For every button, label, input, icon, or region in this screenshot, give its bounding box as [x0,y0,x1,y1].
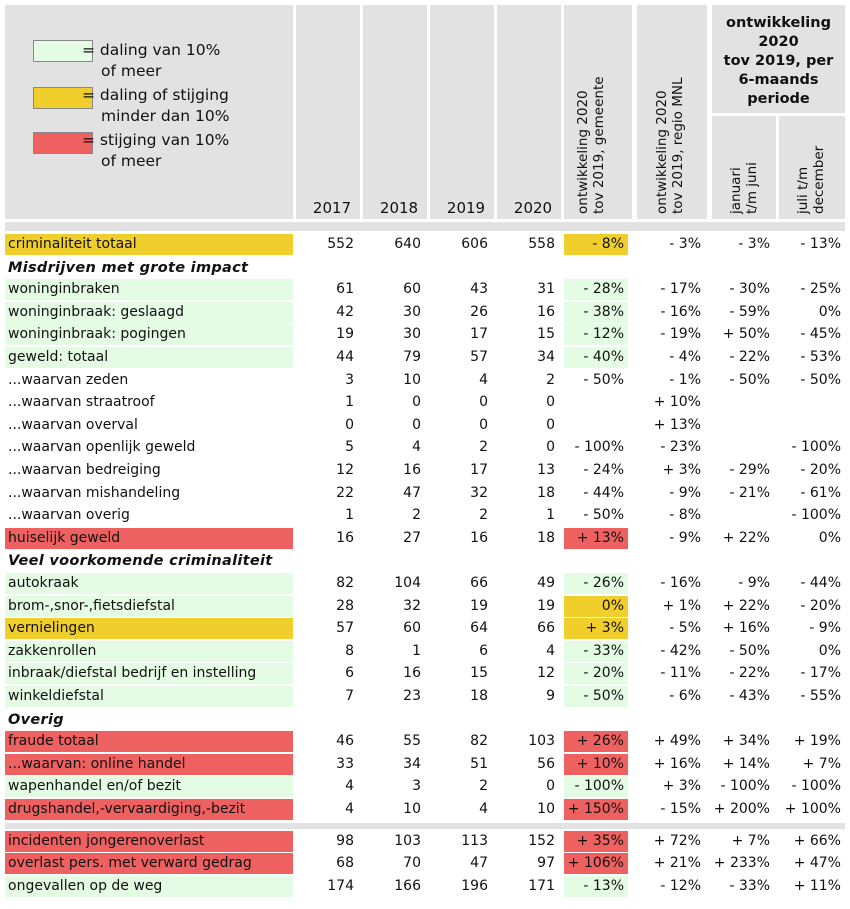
change-regio: + 10% [653,394,701,411]
table-row [0,853,850,876]
value-2017: 33 [336,755,354,772]
table-row [0,528,850,551]
header-2017-bg [296,5,360,219]
legend-text-yellow-2: minder dan 10% [101,107,230,125]
value-2020: 19 [537,597,555,614]
legend-text-red-1: = stijging van 10% [82,131,230,149]
change-h1: - 3% [738,236,770,252]
row-separator [5,823,845,829]
value-2020: 18 [537,529,555,546]
change-h2: - 53% [800,349,841,365]
change-regio: - 16% [660,575,701,591]
header-h2-line1: juli t/m [795,166,811,214]
row-label: ...waarvan straatroof [8,394,155,411]
value-2018: 10 [403,801,421,817]
value-2019: 606 [461,236,488,252]
change-regio: - 9% [669,484,701,501]
value-2020: 152 [528,832,555,849]
value-2020: 1 [546,507,555,524]
header-h1-line1: januari [728,167,744,214]
change-h1: + 22% [722,597,770,614]
change-regio: - 17% [660,281,701,298]
table-row [0,483,850,506]
section-heading: Veel voorkomende criminaliteit [8,553,273,570]
change-gemeente [564,392,628,413]
change-gemeente: + 10% [564,754,628,775]
row-label: ...waarvan openlijk geweld [8,439,196,456]
change-h1: + 233% [713,855,770,872]
value-2019: 16 [470,529,488,546]
row-label: inbraak/diefstal bedrijf en instelling [5,663,293,684]
change-regio: - 5% [669,620,701,637]
row-label: ...waarvan zeden [8,371,129,388]
value-2018: 55 [403,733,421,750]
change-h2: - 100% [791,507,841,524]
value-2018: 0 [412,394,421,411]
header-period-title [712,14,845,109]
value-2017: 174 [327,877,354,894]
value-2017: 8 [345,642,354,659]
value-2020: 12 [537,665,555,682]
value-2018: 23 [403,688,421,704]
change-h2: - 17% [800,665,841,682]
row-label: brom-,snor-,fietsdiefstal [5,596,293,617]
value-2019: 0 [479,416,488,433]
value-2017: 57 [336,620,354,637]
value-2020: 13 [537,462,555,478]
change-h2: + 100% [784,801,841,817]
header-h1 [728,130,760,214]
value-2019: 51 [470,755,488,772]
row-label: ...waarvan: online handel [5,754,293,775]
change-h2: - 55% [800,688,841,704]
change-h1: - 100% [720,778,770,795]
value-2019: 17 [470,326,488,343]
change-regio: - 15% [660,801,701,817]
value-2017: 12 [336,462,354,478]
value-2018: 47 [403,484,421,501]
change-h1: - 21% [729,484,770,501]
change-h1: + 200% [713,801,770,817]
value-2020: 97 [537,855,555,872]
change-gemeente: - 40% [564,347,628,368]
row-label: geweld: totaal [5,347,293,368]
value-2020: 558 [528,236,555,252]
value-2018: 4 [412,439,421,456]
value-2017: 22 [336,484,354,501]
value-2020: 31 [537,281,555,298]
value-2019: 4 [479,801,488,817]
row-label: ...waarvan mishandeling [8,484,181,501]
row-label: incidenten jongerenoverlast [5,831,293,852]
change-gemeente: - 33% [564,641,628,662]
change-gemeente: - 44% [583,484,624,501]
row-label: winkeldiefstal [5,686,293,707]
table-row [0,460,850,483]
row-label: huiselijk geweld [5,528,293,549]
value-2017: 98 [336,832,354,849]
header-regio [654,22,686,214]
change-regio: + 13% [653,416,701,433]
row-label: ongevallen op de weg [5,876,293,897]
value-2018: 640 [394,236,421,252]
row-label: wapenhandel en/of bezit [5,776,293,797]
value-2019: 57 [470,349,488,365]
value-2020: 18 [537,484,555,501]
table-row [0,596,850,619]
change-h2: - 20% [800,462,841,478]
value-2019: 2 [479,778,488,795]
value-2018: 166 [394,877,421,894]
change-h1: + 7% [731,832,770,849]
value-2020: 9 [546,688,555,704]
value-2018: 16 [403,665,421,682]
change-h2: - 50% [800,371,841,388]
row-label: woninginbraak: pogingen [5,324,293,345]
change-gemeente: - 20% [564,663,628,684]
value-2017: 1 [345,394,354,411]
change-gemeente [564,415,628,436]
legend-text-green-1: = daling van 10% [82,41,221,59]
change-regio: + 16% [653,755,701,772]
change-h2: + 11% [793,877,841,894]
value-2019: 4 [479,371,488,388]
section-heading: Misdrijven met grote impact [8,259,249,276]
value-2019: 66 [470,575,488,591]
period-title-line4: 6-maands [738,72,819,88]
value-2019: 6 [479,642,488,659]
value-2019: 26 [470,303,488,320]
value-2020: 103 [528,733,555,750]
row-label: overlast pers. met verward gedrag [5,853,293,874]
header-h1-line2: t/m juni [744,162,760,214]
value-2017: 552 [327,236,354,252]
table-row [0,234,850,257]
legend-text-yellow-1: = daling of stijging [82,86,229,104]
value-2017: 6 [345,665,354,682]
row-label: autokraak [5,573,293,594]
table-row [0,324,850,347]
value-2017: 0 [345,416,354,433]
period-title-line3: tov 2019, per [723,53,834,69]
change-h2: + 7% [802,755,841,772]
table-row [0,392,850,415]
header-2019-bg [430,5,494,219]
change-regio: - 16% [660,303,701,320]
value-2019: 196 [461,877,488,894]
table-row [0,415,850,438]
value-2019: 2 [479,507,488,524]
change-regio: + 3% [662,462,701,478]
value-2020: 10 [537,801,555,817]
value-2018: 79 [403,349,421,365]
table-row [0,831,850,854]
value-2018: 0 [412,416,421,433]
legend-text-green-2: of meer [101,62,162,80]
row-label: woninginbraak: geslaagd [5,302,293,323]
change-gemeente: - 28% [564,279,628,300]
table-row [0,279,850,302]
table-row [0,799,850,822]
change-regio: - 11% [660,665,701,682]
row-label: criminaliteit totaal [5,234,293,255]
table-row [0,754,850,777]
change-gemeente: - 13% [564,876,628,897]
change-regio: - 3% [669,236,701,252]
change-h1: - 33% [729,877,770,894]
change-gemeente: - 100% [564,776,628,797]
row-label: vernielingen [5,618,293,639]
value-2018: 1 [412,642,421,659]
value-2019: 82 [470,733,488,750]
header-regio-line2: tov 2019, regio MNL [670,77,686,214]
change-h2: - 100% [791,439,841,456]
value-2018: 60 [403,281,421,298]
value-2019: 64 [470,620,488,637]
value-2020: 2 [546,371,555,388]
value-2020: 56 [537,755,555,772]
change-regio: - 1% [669,371,701,388]
value-2018: 30 [403,326,421,343]
table-row [0,347,850,370]
change-h1: - 43% [729,688,770,704]
header-gemeente-line2: tov 2019, gemeente [591,76,607,214]
table-row [0,641,850,664]
change-h1: - 22% [729,349,770,365]
section-heading: Overig [8,711,64,728]
value-2018: 70 [403,855,421,872]
row-label: fraude totaal [5,731,293,752]
row-label: drugshandel,-vervaardiging,-bezit [5,799,293,820]
value-2020: 66 [537,620,555,637]
value-2019: 43 [470,281,488,298]
change-gemeente: - 38% [564,302,628,323]
change-h1: - 30% [729,281,770,298]
change-h2: - 9% [809,620,841,637]
change-h1: - 50% [729,371,770,388]
change-h1 [712,437,770,458]
header-year-2018: 2018 [379,199,419,217]
change-h2: 0% [818,642,841,659]
value-2018: 16 [403,462,421,478]
change-h2: - 61% [800,484,841,501]
table-row [0,437,850,460]
change-gemeente: + 3% [564,618,628,639]
change-regio: + 1% [662,597,701,614]
value-2018: 3 [412,778,421,795]
value-2018: 27 [403,529,421,546]
table-row [0,573,850,596]
header-gemeente [575,22,607,214]
value-2020: 0 [546,394,555,411]
change-h1 [712,392,770,413]
value-2017: 42 [336,303,354,320]
change-h2: 0% [818,529,841,546]
change-regio: - 8% [669,507,701,524]
period-title-line2: 2020 [758,34,799,50]
value-2019: 32 [470,484,488,501]
header-gemeente-line1: ontwikkeling 2020 [575,90,591,214]
change-h1: + 50% [722,326,770,343]
value-2017: 82 [336,575,354,591]
header-year-2019: 2019 [446,199,486,217]
change-gemeente: - 8% [564,234,628,255]
change-regio: + 72% [653,832,701,849]
change-h2: + 66% [793,832,841,849]
value-2017: 19 [336,326,354,343]
value-2017: 44 [336,349,354,365]
table-row [0,505,850,528]
change-gemeente: - 100% [574,439,624,456]
change-regio: - 23% [660,439,701,456]
value-2017: 61 [336,281,354,298]
change-h1: - 29% [729,462,770,478]
change-h1: - 22% [729,665,770,682]
value-2018: 60 [403,620,421,637]
change-gemeente: - 24% [583,462,624,478]
table-row [0,618,850,641]
table-row [0,663,850,686]
change-gemeente: - 26% [564,573,628,594]
table-row [0,731,850,754]
header-year-2020: 2020 [513,199,553,217]
header-year-2017: 2017 [312,199,352,217]
change-h1: - 59% [729,303,770,320]
change-h1: + 14% [722,755,770,772]
change-regio: - 12% [660,877,701,894]
value-2017: 16 [336,529,354,546]
period-title-line5: periode [747,91,810,107]
value-2020: 49 [537,575,555,591]
change-h2: 0% [818,303,841,320]
change-h2 [779,415,841,436]
value-2020: 171 [528,877,555,894]
change-gemeente: + 106% [564,853,628,874]
change-h2: - 13% [800,236,841,252]
change-regio: - 9% [669,529,701,546]
value-2020: 34 [537,349,555,365]
header-h2 [795,130,827,214]
change-gemeente: - 50% [564,686,628,707]
row-label: ...waarvan overval [8,416,138,433]
change-h2: - 45% [800,326,841,343]
value-2017: 1 [345,507,354,524]
header-separator [5,222,845,231]
header-regio-line1: ontwikkeling 2020 [654,90,670,214]
change-h1: + 22% [722,529,770,546]
change-h1: - 9% [738,575,770,591]
header-h2-line2: december [811,145,827,214]
value-2019: 15 [470,665,488,682]
value-2017: 7 [345,688,354,704]
change-gemeente: + 26% [564,731,628,752]
table-row [0,370,850,393]
value-2020: 15 [537,326,555,343]
change-gemeente: + 35% [564,831,628,852]
table-row [0,686,850,709]
value-2020: 0 [546,416,555,433]
value-2019: 2 [479,439,488,456]
change-gemeente: + 13% [564,528,628,549]
change-h2: + 19% [793,733,841,750]
change-h1: - 50% [729,642,770,659]
row-label: zakkenrollen [5,641,293,662]
header-2018-bg [363,5,427,219]
legend-text-red-2: of meer [101,152,162,170]
value-2018: 104 [394,575,421,591]
value-2020: 4 [546,642,555,659]
value-2018: 10 [403,371,421,388]
change-regio: - 6% [669,688,701,704]
value-2017: 4 [345,778,354,795]
value-2019: 113 [461,832,488,849]
value-2019: 47 [470,855,488,872]
change-h2: - 25% [800,281,841,298]
change-gemeente: + 150% [564,799,628,820]
value-2018: 34 [403,755,421,772]
change-h1: + 34% [722,733,770,750]
value-2019: 18 [470,688,488,704]
value-2017: 68 [336,855,354,872]
change-gemeente: - 12% [564,324,628,345]
header-2020-bg [497,5,561,219]
value-2017: 4 [345,801,354,817]
value-2020: 0 [546,778,555,795]
change-regio: + 49% [653,733,701,750]
change-h2: - 44% [800,575,841,591]
value-2017: 28 [336,597,354,614]
change-h2: - 100% [791,778,841,795]
change-regio: - 19% [660,326,701,343]
row-label: ...waarvan bedreiging [8,462,161,478]
table-row [0,302,850,325]
value-2019: 0 [479,394,488,411]
value-2018: 30 [403,303,421,320]
change-h1: + 16% [722,620,770,637]
value-2019: 17 [470,462,488,478]
value-2018: 103 [394,832,421,849]
change-h1 [712,505,770,526]
change-gemeente: - 50% [583,371,624,388]
value-2017: 5 [345,439,354,456]
value-2019: 19 [470,597,488,614]
change-regio: + 3% [662,778,701,795]
change-h2: - 20% [800,597,841,614]
value-2017: 3 [345,371,354,388]
value-2020: 16 [537,303,555,320]
table-row [0,776,850,799]
change-gemeente: 0% [564,596,628,617]
change-regio: - 42% [660,642,701,659]
value-2017: 46 [336,733,354,750]
change-regio: + 21% [653,855,701,872]
row-label: ...waarvan overig [8,507,130,524]
change-h2 [779,392,841,413]
row-label: woninginbraken [5,279,293,300]
value-2020: 0 [546,439,555,456]
value-2018: 2 [412,507,421,524]
change-h2: + 47% [793,855,841,872]
change-regio: - 4% [669,349,701,365]
table-row [0,876,850,899]
period-title-line1: ontwikkeling [726,15,831,31]
change-gemeente: - 50% [583,507,624,524]
value-2018: 32 [403,597,421,614]
change-h1 [712,415,770,436]
